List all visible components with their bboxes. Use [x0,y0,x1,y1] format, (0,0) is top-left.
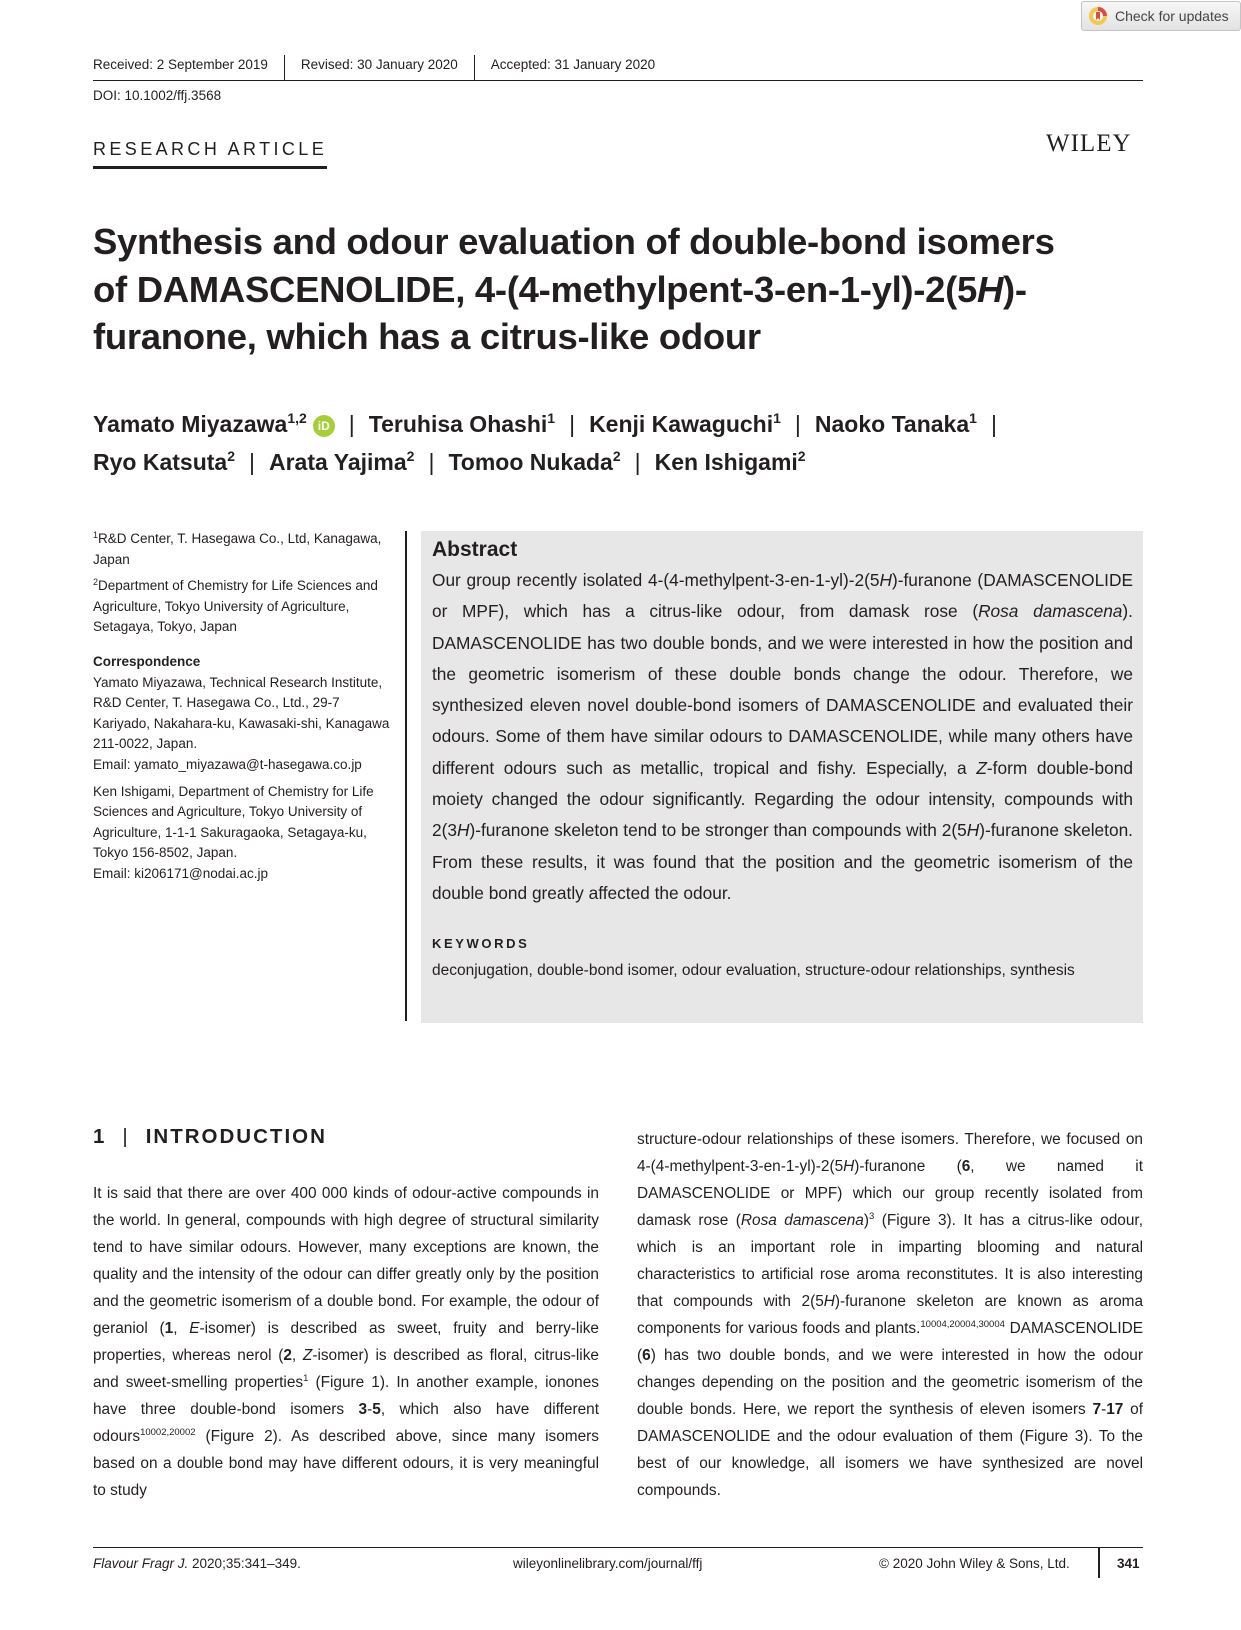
publisher-logo: WILEY [1046,130,1132,157]
author-separator: | [569,411,576,437]
divider [474,55,475,81]
author[interactable]: Ryo Katsuta$^2$ [93,448,235,475]
affiliation: $^1$R&D Center, T. Hasegawa Co., Ltd, Kanagawa, Japan [93,530,382,567]
section-separator: | [122,1125,130,1148]
date-history [93,55,1143,81]
author[interactable]: Arata Yajima$^2$ [268,448,415,475]
section-number: 1 [93,1125,107,1148]
received-date: Received: 2 September 2019 [93,57,268,72]
author-separator: | [990,411,997,437]
accepted-date: Accepted: 31 January 2020 [490,57,656,72]
doi[interactable]: DOI: 10.1002/ffj.3568 [93,88,222,103]
section-heading [93,1125,327,1149]
author[interactable]: Naoko Tanaka$^1$ [814,410,977,437]
revised-date: Revised: 30 January 2020 [300,57,458,72]
section-title: INTRODUCTION [145,1125,327,1148]
author[interactable]: Kenji Kawaguchi$^1$ [589,410,781,437]
check-for-updates-button[interactable] [1081,1,1241,31]
title-line: of DAMASCENOLIDE, 4-(4-methylpent-3-en-1-yl)-2(5 [93,268,977,310]
copyright: © 2020 John Wiley & Sons, Ltd. [879,1556,1070,1571]
author[interactable]: Ken Ishigami$^2$ [654,448,806,475]
journal-citation: Flavour Fragr J. 2020;35:341–349. [93,1556,301,1571]
author-separator: | [348,411,355,437]
footer-divider [1098,1548,1100,1578]
affiliations [93,529,393,891]
correspondence-heading: Correspondence [93,653,201,669]
article-type: RESEARCH ARTICLE [93,139,327,169]
reference-link[interactable]: 10004,20004,30004 [920,1319,1005,1330]
body-column-left: It is said that there are over 400 000 kinds of odour-active compounds in the world. In general, compounds with high degree of structural similarity tend to have similar odours. However, many exceptions are known, the quality and the intensity of the odour can differ greatly only by the position and the geometric isomerism of a double bond. For example, the odour of geraniol (1, E-isomer) is described as sweet, fruity and berry-like properties, whereas nerol (2, Z-isomer) is described as floral, citrus-like and sweet-smelling properties$^1$ (Figure 1). In another example, ionones have three double-bond isomers 3-5, which also have different odours$^{10002,20002}$ (Figure 2). As described above, since many isomers based on a double bond may have different odours, it is very meaningful to study [93,1185,600,1499]
title-line: Synthesis and odour evaluation of double-bond isomers [93,221,1055,262]
body-column-right: structure-odour relationships of these isomers. Therefore, we focused on 4-(4-methylpent-3-en-1-yl)-2(5H)-furanone (6, we named it DAMASCENOLIDE or MPF) which our group recently isolated from damask rose (Rosa damascena)$^3$ (Figure 3). It has a citrus-like odour, which is an important role in imparting blooming and natural characteristics to artificial rose aroma reconstitutes. It is also interesting that compounds with 2(5H)-furanone skeleton are known as aroma components for various foods and plants.$^{10004,20004,30004}$ DAMASCENOLIDE (6) has two double bonds, and we were interested in how the odour changes depending on the position and the geometric isomerism of the double bonds. Here, we report the synthesis of eleven isomers 7-17 of DAMASCENOLIDE and the odour evaluation of them (Figure 3). To the best of our knowledge, all isomers we have synthesized are novel compounds. [637,1131,1144,1499]
keywords-heading: KEYWORDS [432,936,530,952]
reference-link[interactable]: 10002,20002 [140,1427,196,1438]
email-link[interactable]: Email: yamato_miyazawa@t-hasegawa.co.jp [93,756,362,772]
title-italic: H [976,268,1004,310]
keywords: deconjugation, double-bond isomer, odour evaluation, structure-odour relationships, synthesis [432,962,1075,980]
abstract-box [421,531,1143,1023]
author-list [93,405,1093,481]
abstract-text: Our group recently isolated 4-(4-methylpent-3-en-1-yl)-2(5H)-furanone (DAMASCENOLIDE or MPF), which has a citrus-like odour, from damask rose (Rosa damascena). DAMASCENOLIDE has two double bonds, and we were interested in how the position and the geometric isomerism of these double bonds change the odour. Therefore, we synthesized eleven novel double-bond isomers of DAMASCENOLIDE and evaluated their odours. Some of them have similar odours to DAMASCENOLIDE, while many others have different odours such as metallic, tropical and fishy. Especially, a Z-form double-bond moiety changed the odour significantly. Regarding the odour intensity, compounds with 2(3H)-furanone skeleton tend to be stronger than compounds with 2(5H)-furanone skeleton. From these results, it was found that the position and the geometric isomerism of the double bond greatly affected the odour. [432,570,1133,903]
reference-link[interactable]: 1 [303,1373,309,1384]
article-title [93,218,1093,361]
journal-url[interactable]: wileyonlinelibrary.com/journal/ffj [513,1556,703,1571]
check-updates-label: Check for updates [1115,8,1229,24]
page-number: 341 [1117,1556,1140,1571]
author-separator: | [428,449,435,475]
author[interactable]: Tomoo Nukada$^2$ [448,448,621,475]
title-line: )- [1003,268,1027,310]
author-separator: | [634,449,641,475]
check-updates-icon [1088,6,1108,26]
abstract-heading: Abstract [432,538,518,561]
column-divider [405,531,407,1021]
author-separator: | [794,411,801,437]
affiliation: $^2$Department of Chemistry for Life Sciences and Agriculture, Tokyo University of Agriculture, Setagaya, Tokyo, Japan [93,577,378,635]
reference-link[interactable]: 3 [869,1211,875,1222]
title-line: furanone, which has a citrus-like odour [93,316,761,357]
author[interactable]: Teruhisa Ohashi$^1$ [368,410,556,437]
orcid-icon[interactable]: iD [313,415,335,437]
email-link[interactable]: Email: ki206171@nodai.ac.jp [93,865,269,881]
author[interactable]: Yamato Miyazawa$^{1,2}$ iD [93,411,335,437]
page-footer [93,1547,1143,1577]
correspondence-entry: Ken Ishigami, Department of Chemistry for Life Sciences and Agriculture, Tokyo University of Agriculture, 1-1-1 Sakuragaoka, Setagaya-ku, Tokyo 156-8502, Japan. Email: ki206171@nodai.ac.jp [93,783,374,881]
divider [284,55,285,81]
author-separator: | [249,449,255,475]
correspondence-entry: Yamato Miyazawa, Technical Research Institute, R&D Center, T. Hasegawa Co., Ltd., 29-7 Kariyado, Nakahara-ku, Kawasaki-shi, Kanagawa 211-0022, Japan. Email: yamato_miyazawa@t-hasegawa.co.jp [93,674,390,772]
